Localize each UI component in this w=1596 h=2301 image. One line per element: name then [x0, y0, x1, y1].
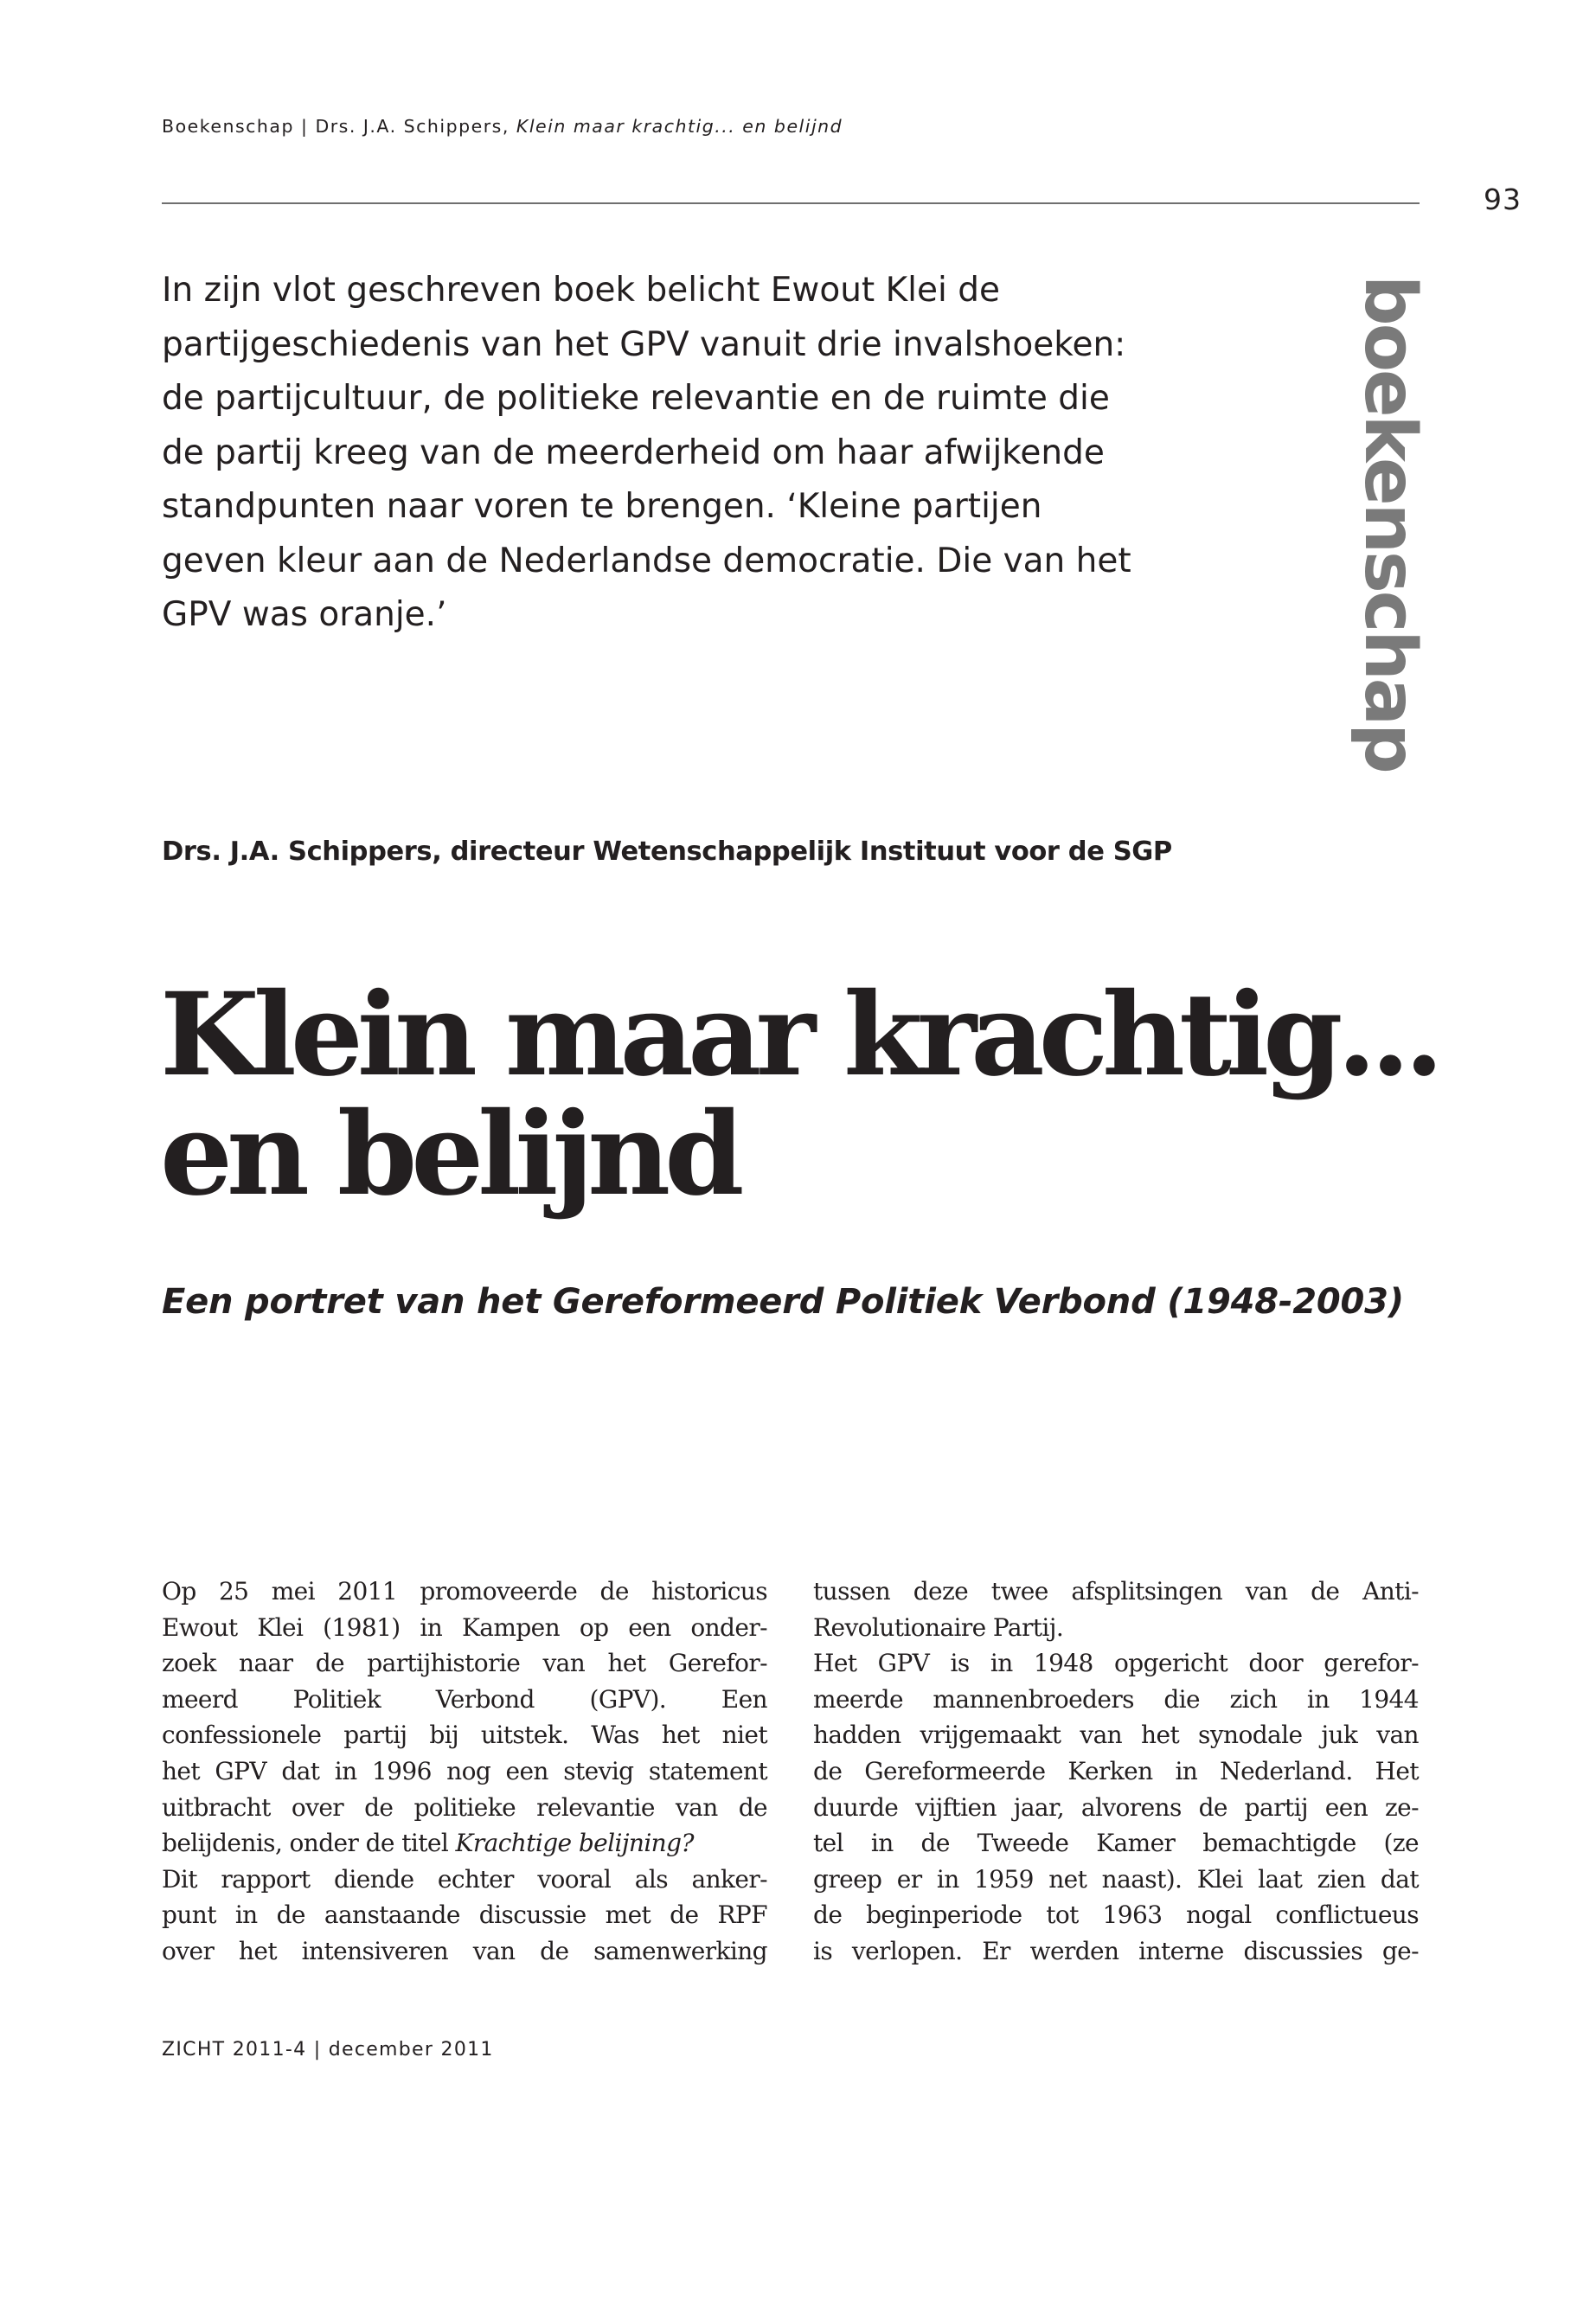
- body-column-right: [813, 1574, 1419, 1970]
- body-line: over het intensiveren van de samenwerking: [162, 1936, 767, 1965]
- body-line: [162, 1825, 767, 1862]
- running-head-separator: |: [293, 116, 316, 137]
- running-head: [162, 116, 843, 137]
- intro-line: de partijcultuur, de politieke relevantie en de ruimte die: [162, 379, 1110, 418]
- page-footer: ZICHT 2011-4 | december 2011: [162, 2039, 494, 2061]
- body-line: hadden vrijgemaakt van het synodale juk van: [813, 1721, 1419, 1750]
- article-title-line-1: Klein maar krachtig...: [160, 968, 1439, 1102]
- report-title: Krachtige belijning?: [455, 1829, 694, 1858]
- body-line: meerd Politiek Verbond (GPV). Een: [162, 1684, 767, 1714]
- header-rule: [162, 202, 1420, 204]
- running-head-author: Drs. J.A. Schippers,: [315, 116, 516, 137]
- body-column-left: [162, 1574, 767, 1970]
- body-line: duurde vijftien jaar, alvorens de partij een ze-: [813, 1792, 1419, 1822]
- body-line: tel in de Tweede Kamer bemachtigde (ze: [813, 1829, 1419, 1858]
- intro-line: In zijn vlot geschreven boek belicht Ewout Klei de: [162, 271, 1000, 310]
- body-line: Op 25 mei 2011 promoveerde de historicus: [162, 1577, 767, 1606]
- intro-paragraph: [162, 264, 1174, 643]
- body-line: de Gereformeerde Kerken in Nederland. Het: [813, 1756, 1419, 1785]
- body-line: confessionele partij bij uitstek. Was het niet: [162, 1721, 767, 1750]
- body-line: tussen deze twee afsplitsingen van de Anti-: [813, 1577, 1419, 1606]
- running-head-title: Klein maar krachtig... en belijnd: [516, 116, 843, 137]
- body-line-text: belijdenis, onder de titel: [162, 1829, 456, 1858]
- body-line: punt in de aanstaande discussie met de RPF: [162, 1900, 767, 1930]
- body-line: Dit rapport diende echter vooral als anker-: [162, 1864, 767, 1894]
- body-line: uitbracht over de politieke relevantie van de: [162, 1792, 767, 1822]
- section-tab-label: boekenschap: [1349, 275, 1431, 772]
- intro-line: standpunten naar voren te brengen. ‘Kleine partijen: [162, 487, 1042, 526]
- running-head-section: Boekenschap: [162, 116, 294, 137]
- intro-line: GPV was oranje.’: [162, 595, 447, 634]
- body-line: Revolutionaire Partij.: [813, 1612, 1064, 1642]
- page-number: 93: [1484, 183, 1522, 216]
- article-subtitle: Een portret van het Gereformeerd Politiek Verbond (1948-2003): [162, 1282, 1404, 1322]
- article-title: [160, 968, 1439, 1221]
- body-line: de beginperiode tot 1963 nogal conflictueus: [813, 1900, 1419, 1930]
- body-line: Ewout Klei (1981) in Kampen op een onder-: [162, 1612, 767, 1642]
- intro-line: de partij kreeg van de meerderheid om haar afwijkende: [162, 433, 1105, 472]
- body-line: het GPV dat in 1996 nog een stevig statement: [162, 1756, 767, 1785]
- article-title-line-2: en belijnd: [160, 1087, 739, 1221]
- body-line: zoek naar de partijhistorie van het Gerefor-: [162, 1649, 767, 1678]
- body-line: Het GPV is in 1948 opgericht door gerefor-: [813, 1649, 1419, 1678]
- body-line: meerde mannenbroeders die zich in 1944: [813, 1684, 1419, 1714]
- author-byline: Drs. J.A. Schippers, directeur Wetenschappelijk Instituut voor de SGP: [162, 836, 1172, 867]
- intro-line: partijgeschiedenis van het GPV vanuit drie invalshoeken:: [162, 324, 1126, 364]
- body-line: greep er in 1959 net naast). Klei laat zien dat: [813, 1864, 1419, 1894]
- body-line: is verlopen. Er werden interne discussies ge-: [813, 1936, 1419, 1965]
- intro-line: geven kleur aan de Nederlandse democratie. Die van het: [162, 541, 1131, 580]
